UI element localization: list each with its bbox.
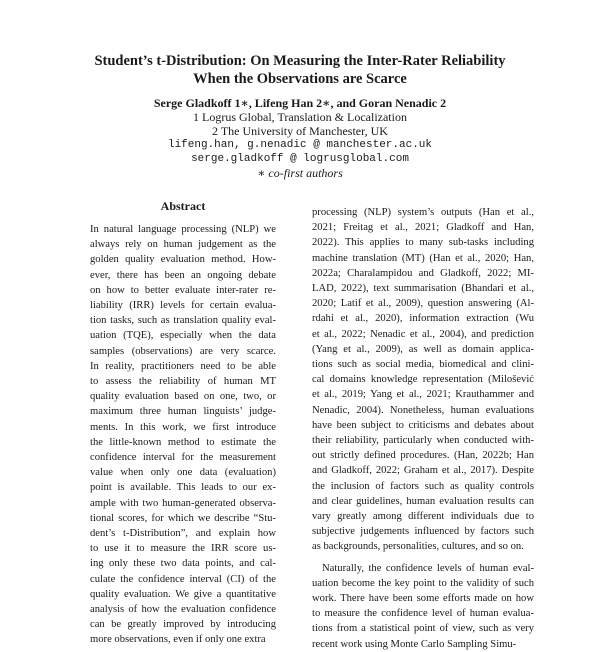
text-line: 2022). This applies to many sub-tasks including (312, 237, 534, 249)
text-line: to use it to measure the IRR score us- (90, 543, 276, 555)
text-line: In reality, practitioners need to be able (90, 360, 276, 372)
text-line: In natural language processing (NLP) we (90, 224, 276, 235)
text-line: et al., 2022; Nenadic et al., 2004), and prediction (312, 328, 534, 340)
text-line: can be greatly improved by introducing (90, 619, 276, 631)
text-line: uation become the key point to the validity of such (312, 577, 534, 589)
text-line: 2022a; Charalampidou and Gladkoff, 2022; MI- (312, 267, 534, 279)
text-line: cal domains knowledge representation (Milošević (312, 374, 534, 386)
text-line: liability (IRR) levels for certain evalua- (90, 300, 276, 312)
text-line: tions from a statistical point of view, such as very (312, 623, 534, 635)
paper-title (60, 52, 540, 88)
text-line: golden quality evaluation method. How- (90, 254, 276, 266)
text-line: work. There have been some efforts made on how (312, 593, 534, 605)
text-line: confidence interval for the measurement (90, 452, 276, 464)
text-line: and Gladkoff, 2022; Graham et al., 2017). Despite (312, 465, 534, 477)
text-line: ments. In this work, we first introduce (90, 421, 276, 433)
text-line: maximum three human linguists’ judge- (90, 406, 276, 418)
text-line: quality evaluation based on one, two, or (90, 391, 276, 403)
text-line: Naturally, the confidence levels of human eval- (322, 562, 534, 574)
email-line-2: serge.gladkoff @ logrusglobal.com (191, 153, 409, 165)
text-line: rdahi et al., 2020), information extraction (Wu (312, 313, 534, 325)
text-line: to assess the reliability of human MT (90, 376, 276, 388)
affiliation-1: 1 Logrus Global, Translation & Localization (193, 110, 407, 124)
text-line: et al., 2019; Yang et al., 2021; Krauthammer and (312, 389, 534, 401)
text-line: LAD, 2022), text summarisation (Bhandari et al., (312, 283, 534, 295)
text-line: ample with two human-generated observa- (90, 497, 276, 509)
text-line: out strictly defined procedures. (Han, 2022b; Han (312, 450, 534, 462)
intro-text (312, 205, 534, 652)
title-line-2: When the Observations are Scarce (193, 71, 407, 87)
text-line: tions such as social media, biomedical and clini- (312, 359, 534, 371)
text-line: Nenadic, 2004). Nonetheless, human evaluations (312, 404, 534, 416)
text-line: analysis of how the evaluation confidence (90, 604, 276, 616)
text-line: always rely on human judgement as the (90, 239, 276, 251)
text-line: machine translation (MT) (Han et al., 2020; Han, (312, 252, 534, 264)
text-line: samples (observations) are very scarce. (90, 345, 276, 357)
text-line: recent work using Monte Carlo Sampling Simu- (312, 638, 517, 650)
text-line: processing (NLP) system’s outputs (Han et al., (312, 207, 534, 218)
text-line: quality evaluation. We give a quantitative (90, 588, 276, 600)
text-line: culate the confidence interval (CI) of the (90, 573, 276, 585)
text-line: tion tasks, such as translation quality eval- (90, 315, 276, 327)
title-line-1: Student’s t-Distribution: On Measuring the Inter-Rater Reliability (94, 53, 506, 69)
text-line: ever, there has been an ongoing debate (90, 269, 276, 281)
text-line: the little-known method to estimate the (90, 436, 276, 448)
text-line: as backgrounds, personalities, cultures, and so on. (312, 541, 524, 553)
text-line: their reliability, particularly when conducted with- (312, 435, 534, 447)
text-line: 2020; Latif et al., 2009), question answering (Al- (312, 298, 534, 310)
intro-paragraph-1 (312, 205, 534, 555)
intro-paragraph-2 (312, 561, 534, 652)
text-line: have been subject to criticisms and debates about (312, 419, 534, 431)
text-line: subjective judgements influenced by factors such (312, 526, 534, 538)
text-line: 2021; Freitag et al., 2021; Gladkoff and Han, (312, 222, 534, 234)
text-line: tional scores, for which we describe “Stu- (90, 512, 276, 524)
text-line: point is available. This leads to our ex- (90, 482, 276, 494)
text-line: on how to better evaluate inter-rater re- (90, 284, 276, 296)
author-names: Serge Gladkoff 1∗, Lifeng Han 2∗, and Goran Nenadic 2 (153, 96, 447, 110)
author-block (60, 96, 540, 180)
text-line: value when only one data (evaluation) (90, 467, 276, 479)
text-line: to measure the confidence level of human evalua- (312, 608, 534, 620)
text-line: the inclusion of factors such as quality controls (312, 480, 534, 492)
co-first-note: ∗ co-first authors (257, 166, 343, 180)
text-line: more observations, even if only one extra (90, 634, 266, 646)
abstract-text (90, 222, 276, 648)
text-line: vary greatly among different individuals due to (312, 511, 534, 523)
email-line-1: lifeng.han, g.nenadic @ manchester.ac.uk (167, 139, 433, 151)
text-line: and clear guidelines, human evaluation results can (312, 495, 534, 507)
text-line: (Yang et al., 2009), as well as domain applica- (312, 343, 534, 355)
affiliation-2: 2 The University of Manchester, UK (212, 124, 388, 138)
abstract-heading: Abstract (160, 199, 206, 213)
text-line: ing only these two data points, and cal- (90, 558, 276, 570)
text-line: uation (TQE), especially when the data (90, 330, 276, 342)
text-line: dent’s t-Distribution”, and explain how (90, 528, 276, 540)
